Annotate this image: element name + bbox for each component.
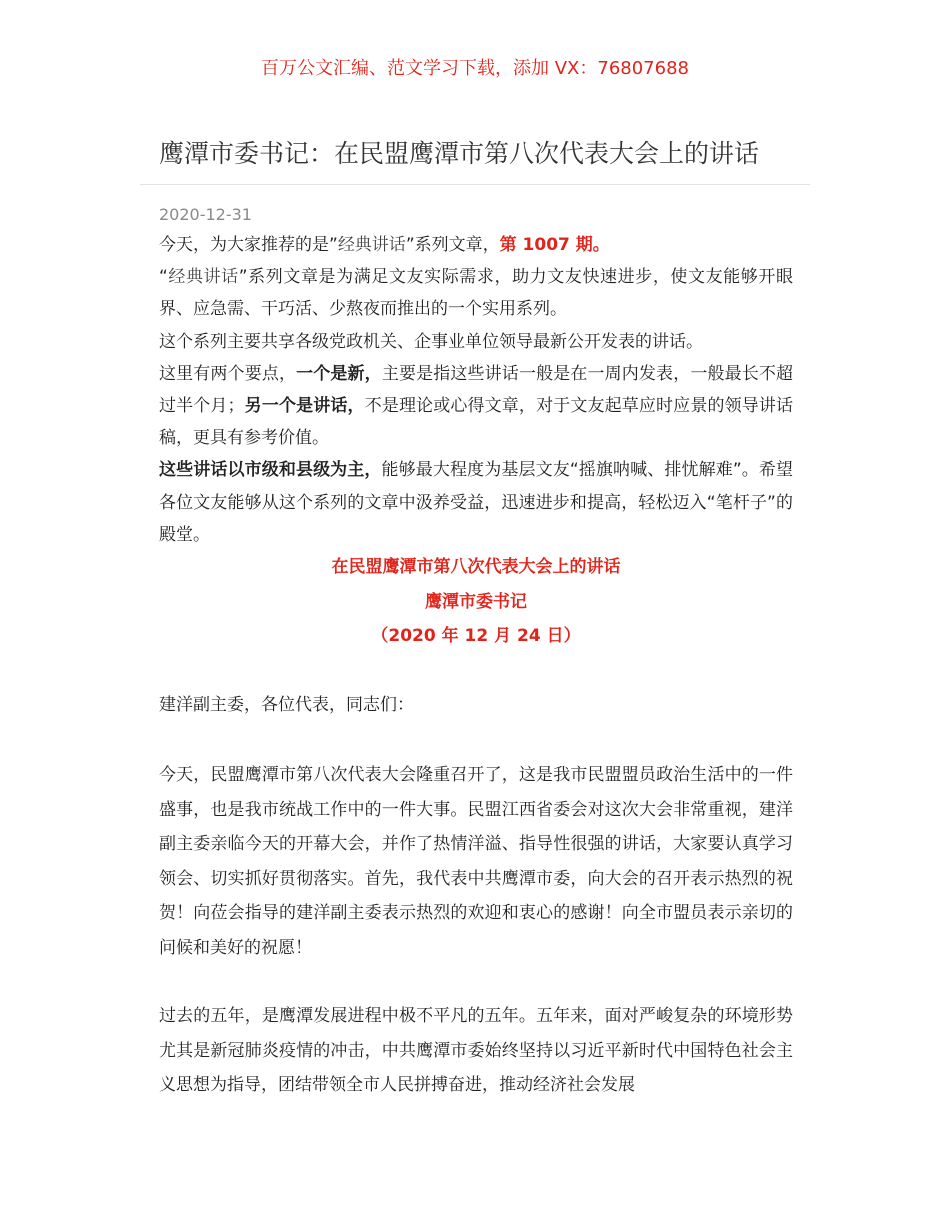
paragraph-text: 过去的五年，是鹰潭发展进程中极不平凡的五年。五年来，面对严峻复杂的环境形势尤其是新冠肺炎疫情的冲击，中共鹰潭市委始终坚持以习近平新时代中国特色社会主义思想为指导，团结带领全市人民拼搏奋进，推动经济社会发展 bbox=[159, 1006, 793, 1095]
speech-heading-block bbox=[159, 550, 793, 654]
intro-line-4 bbox=[159, 358, 793, 455]
issue-number: 第 1007 期。 bbox=[499, 235, 610, 255]
intro-text: 能够最大程度为基层文友“摇旗呐喊、排忧解难”。希望各位文友能够从这个系列的文章中汲养受益，迅速进步和提高，轻松迈入“笔杆子”的殿堂。 bbox=[159, 460, 793, 545]
paragraph-text: 今天，民盟鹰潭市第八次代表大会隆重召开了，这是我市民盟盟员政治生活中的一件盛事，也是我市统战工作中的一件大事。民盟江西省委会对这次大会非常重视，建洋副主委亲临今天的开幕大会，并作了热情洋溢、指导性很强的讲话，大家要认真学习领会、切实抓好贯彻落实。首先，我代表中共鹰潭市委，向大会的召开表示热烈的祝贺！向莅会指导的建洋副主委表示热烈的欢迎和衷心的感谢！向全市盟员表示亲切的问候和美好的祝愿！ bbox=[159, 765, 793, 958]
intro-bold: 这些讲话以市级和县级为主， bbox=[159, 460, 382, 481]
intro-section bbox=[159, 229, 793, 551]
article-title: 鹰潭市委书记：在民盟鹰潭市第八次代表大会上的讲话 bbox=[159, 139, 760, 168]
intro-line-5 bbox=[159, 454, 793, 551]
intro-line-3: 这个系列主要共享各级党政机关、企事业单位领导最新公开发表的讲话。 bbox=[159, 331, 703, 352]
intro-text: 主要是指这些讲话一般是在一周内发表，一般最长不超过半个月； bbox=[159, 363, 794, 417]
series-name: 经典讲话 bbox=[337, 235, 406, 255]
publish-date: 2020-12-31 bbox=[159, 205, 252, 224]
speech-date: （2020 年 12 月 24 日） bbox=[371, 626, 581, 646]
speech-title: 在民盟鹰潭市第八次代表大会上的讲话 bbox=[331, 557, 621, 577]
series-name: 经典讲话 bbox=[167, 267, 239, 288]
intro-text: ”系列文章是为满足文友实际需求，助力文友快速进步，使文友能够开眼界、应急需、干巧活、少熬夜而推出的一个实用系列。 bbox=[159, 267, 793, 320]
watermark-banner: 百万公文汇编、范文学习下载，添加 VX：76807688 bbox=[261, 58, 689, 79]
intro-text: “ bbox=[159, 267, 168, 288]
intro-bold: 一个是新， bbox=[296, 363, 382, 384]
speech-speaker: 鹰潭市委书记 bbox=[425, 591, 527, 612]
salutation-text: 建洋副主委，各位代表，同志们： bbox=[159, 695, 414, 715]
intro-text: 这里有两个要点， bbox=[159, 363, 297, 384]
intro-line-2 bbox=[159, 261, 793, 325]
speech-paragraph-2 bbox=[159, 999, 793, 1103]
speech-salutation bbox=[159, 688, 793, 723]
intro-bold: 另一个是讲话， bbox=[244, 396, 365, 417]
intro-text: 不是理论或心得文章，对于文友起草应时应景的领导讲话稿，更具有参考价值。 bbox=[159, 396, 794, 449]
title-divider bbox=[140, 184, 810, 185]
intro-text: 今天，为大家推荐的是” bbox=[159, 235, 338, 255]
intro-line-1 bbox=[159, 229, 793, 261]
intro-text: ”系列文章， bbox=[405, 235, 500, 255]
speech-paragraph-1 bbox=[159, 758, 793, 965]
